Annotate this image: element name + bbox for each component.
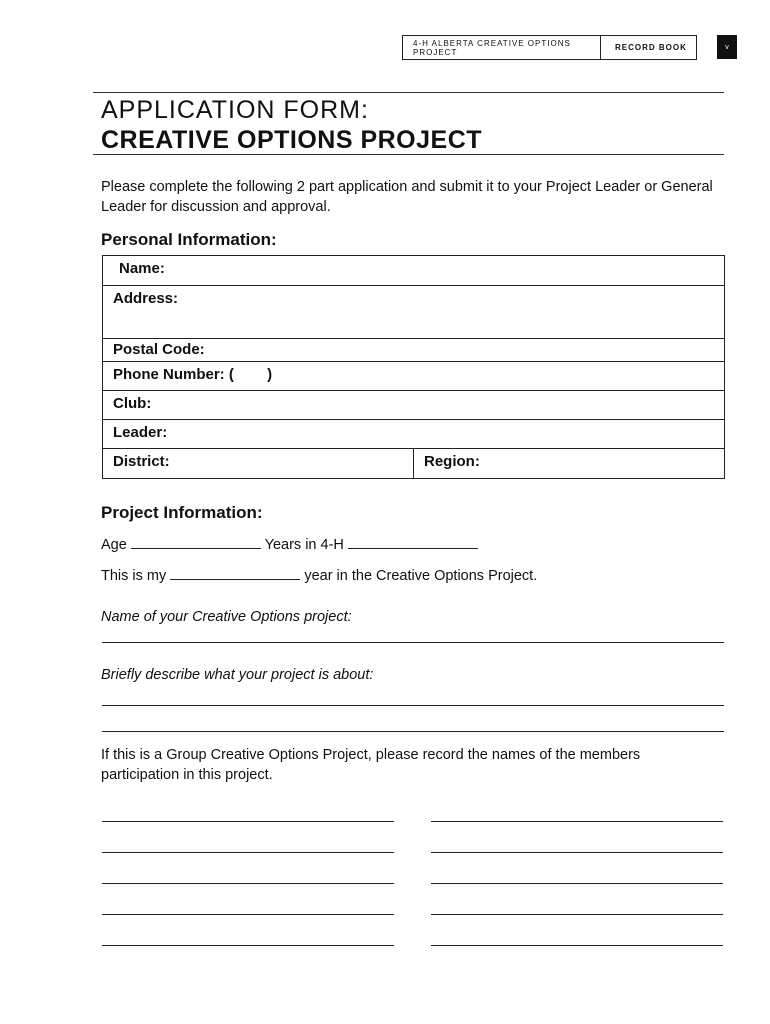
name-label: Name: xyxy=(119,260,165,277)
region-field[interactable] xyxy=(414,449,490,478)
member-line[interactable] xyxy=(431,852,723,853)
describe-input-line-2[interactable] xyxy=(102,731,724,732)
age-line xyxy=(101,536,478,553)
address-row[interactable] xyxy=(103,286,724,339)
years-input[interactable] xyxy=(348,536,478,549)
title-rule xyxy=(93,154,724,155)
member-line[interactable] xyxy=(431,914,723,915)
member-line[interactable] xyxy=(431,821,723,822)
member-line[interactable] xyxy=(431,883,723,884)
district-label: District: xyxy=(113,453,170,470)
title-line2: CREATIVE OPTIONS PROJECT xyxy=(101,126,483,154)
club-label: Club: xyxy=(113,395,152,412)
describe-prompt: Briefly describe what your project is about: xyxy=(101,667,374,683)
project-name-input[interactable] xyxy=(102,642,724,643)
year-in-label: year in the Creative Options Project. xyxy=(304,568,538,584)
year-input[interactable] xyxy=(170,567,300,580)
member-line[interactable] xyxy=(102,883,394,884)
personal-info-table xyxy=(102,255,725,479)
describe-input-line-1[interactable] xyxy=(102,705,724,706)
leader-row[interactable] xyxy=(103,420,724,449)
district-field[interactable] xyxy=(103,449,414,478)
top-rule xyxy=(93,92,724,93)
page-number: v xyxy=(717,35,737,59)
member-line[interactable] xyxy=(102,852,394,853)
project-name-prompt: Name of your Creative Options project: xyxy=(101,609,352,625)
phone-row[interactable] xyxy=(103,362,724,391)
group-text: If this is a Group Creative Options Project, please record the names of the members participation in this project. xyxy=(101,747,641,783)
member-line[interactable] xyxy=(102,914,394,915)
leader-label: Leader: xyxy=(113,424,168,441)
name-row[interactable] xyxy=(103,256,724,286)
region-label: Region: xyxy=(424,453,480,470)
year-line xyxy=(101,567,537,584)
member-line[interactable] xyxy=(102,945,394,946)
this-is-my-label: This is my xyxy=(101,568,167,584)
address-label: Address: xyxy=(113,290,179,307)
phone-label: Phone Number: ( ) xyxy=(113,366,273,383)
header-project-label: 4-H ALBERTA CREATIVE OPTIONS PROJECT xyxy=(403,36,601,59)
intro-text: Please complete the following 2 part application and submit it to your Project Leader or General Leader for discussion and approval. xyxy=(101,179,713,215)
project-heading: Project Information: xyxy=(101,503,263,522)
postal-label: Postal Code: xyxy=(113,341,205,358)
member-line[interactable] xyxy=(431,945,723,946)
postal-row[interactable] xyxy=(103,339,724,362)
years-label: Years in 4-H xyxy=(264,537,344,553)
district-region-row xyxy=(103,449,724,478)
personal-heading: Personal Information: xyxy=(101,230,277,249)
age-label: Age xyxy=(101,537,127,553)
header-book-label: RECORD BOOK xyxy=(615,43,687,52)
member-line[interactable] xyxy=(102,821,394,822)
title-line1: APPLICATION FORM: xyxy=(101,96,369,124)
club-row[interactable] xyxy=(103,391,724,420)
header-box xyxy=(402,35,697,60)
age-input[interactable] xyxy=(131,536,261,549)
